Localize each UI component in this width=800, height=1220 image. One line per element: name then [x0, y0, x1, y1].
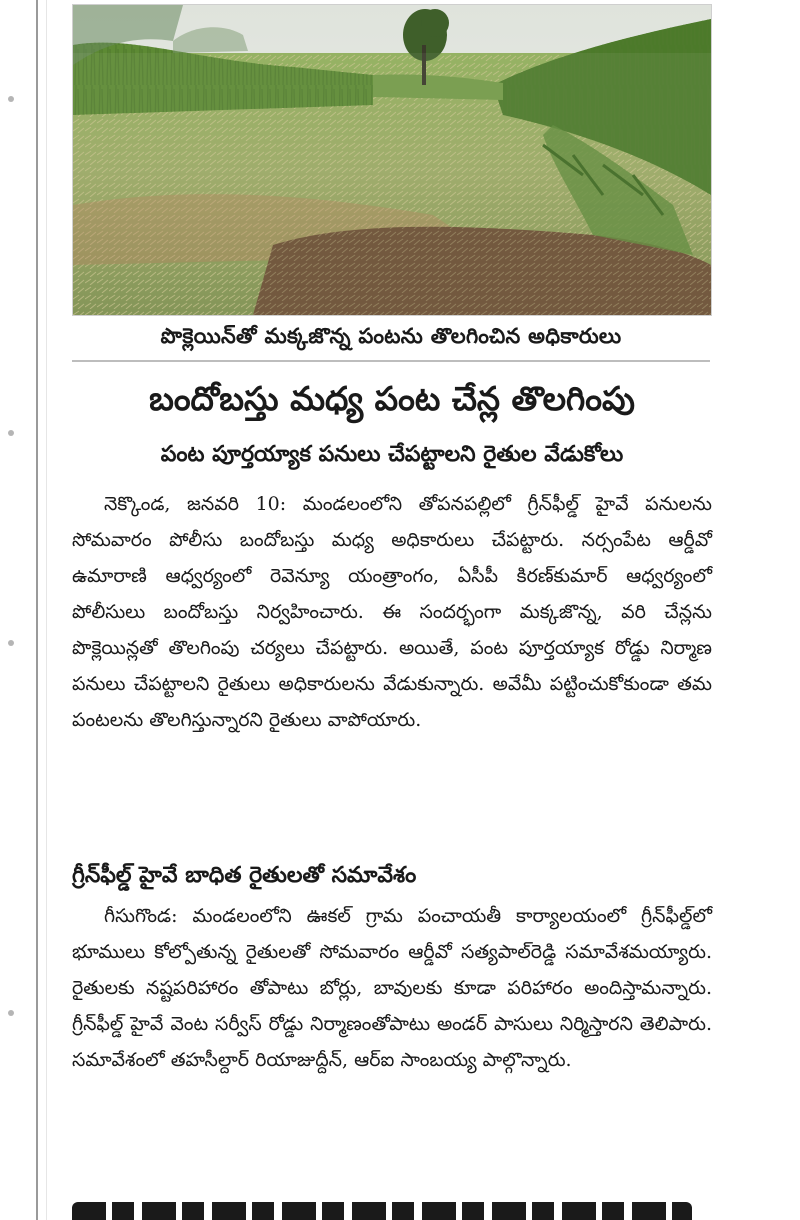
- article-body-paragraph-2: గీసుగొండ: మండలంలోని ఊకల్ గ్రామ పంచాయతీ కార్యాలయంలో గ్రీన్‌ఫీల్డ్‌లో భూములు కోల్పోతున్న రైతులతో సోమవారం ఆర్డీవో సత్యపాల్‌రెడ్డి సమావేశమయ్యారు. రైతులకు నష్టపరిహారం తోపాటు బోర్లు, బావులకు కూడా పరిహారం అందిస్తామన్నారు. గ్రీన్‌ఫీల్డ్ హైవే వెంట సర్వీస్ రోడ్డు నిర్మాణంతోపాటు అండర్ పాసులు నిర్మిస్తారని తెలిపారు. సమావేశంలో తహసీల్దార్ రియాజుద్దీన్, ఆర్ఐ సాంబయ్య పాల్గొన్నారు.: [72, 905, 712, 1071]
- section-subheadline: గ్రీన్‌ఫీల్డ్ హైవే బాధిత రైతులతో సమావేశం: [72, 863, 417, 888]
- news-photo-crop-field: [72, 4, 712, 316]
- page-margin: [0, 0, 47, 1220]
- subheadline: పంట పూర్తయ్యాక పనులు చేపట్టాలని రైతుల వేడుకోలు: [160, 442, 624, 467]
- column-rule: [36, 0, 38, 1220]
- cropped-headline-glyphs: [72, 1202, 692, 1220]
- gutter-mark: [8, 430, 14, 436]
- photo-caption: పొక్లెయిన్‌తో మక్కజొన్న పంటను తొలగించిన అధికారులు: [72, 318, 710, 362]
- gutter-mark: [8, 96, 14, 102]
- headline: బందోబస్తు మధ్య పంట చేన్ల తొలగింపు: [149, 379, 635, 418]
- gutter-mark: [8, 1010, 14, 1016]
- gutter-mark: [8, 640, 14, 646]
- next-headline-cutoff: [72, 1188, 712, 1220]
- article-body-paragraph: నెక్కొండ, జనవరి 10: మండలంలోని తోపనపల్లిలో గ్రీన్‌ఫీల్డ్ హైవే పనులను సోమవారం పోలీసు బందోబస్తు మధ్య అధికారులు చేపట్టారు. నర్సంపేట ఆర్డీవో ఉమారాణి ఆధ్వర్యంలో రెవెన్యూ యంత్రాంగం, ఏసీపీ కిరణ్‌కుమార్ ఆధ్వర్యంలో పోలీసులు బందోబస్తు నిర్వహించారు. ఈ సందర్భంగా మక్కజొన్న, వరి చేన్లను పొక్లెయిన్లతో తొలగింపు చర్యలు చేపట్టారు. అయితే, పంట పూర్తయ్యాక రోడ్డు నిర్మాణ పనులు చేపట్టాలని రైతులు అధికారులను వేడుకున్నారు. అవేమీ పట్టించుకోకుండా తమ పంటలను తొలగిస్తున్నారని రైతులు వాపోయారు.: [72, 493, 712, 731]
